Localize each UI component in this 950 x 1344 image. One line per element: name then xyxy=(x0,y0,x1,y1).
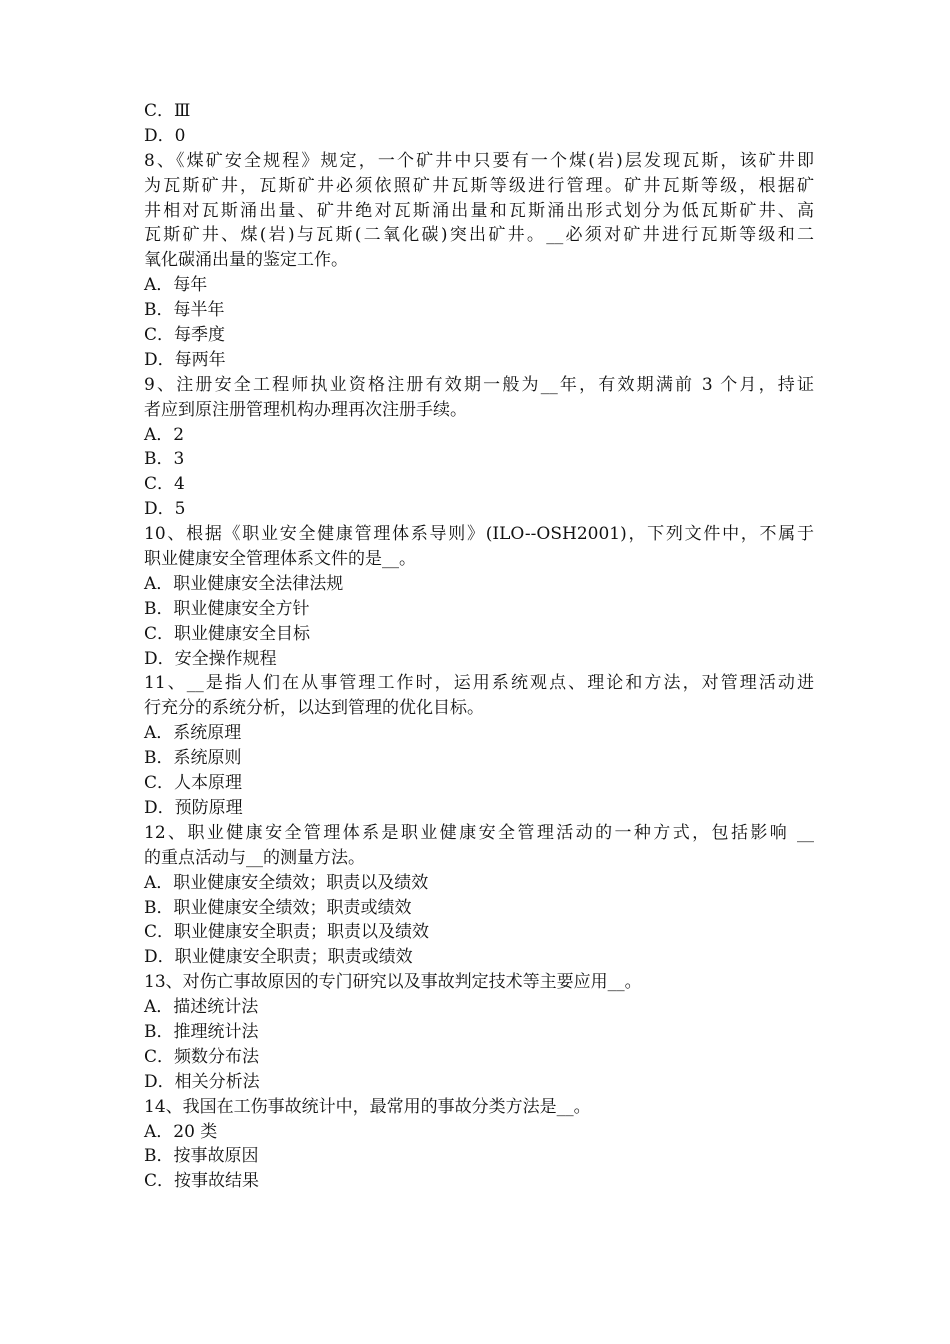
question-stem xyxy=(144,821,814,871)
answer-option: A．职业健康安全绩效；职责以及绩效 xyxy=(144,872,429,893)
answer-option: B．推理统计法 xyxy=(144,1021,259,1042)
answer-option: C．人本原理 xyxy=(144,773,243,794)
answer-option: C．Ⅲ xyxy=(144,101,191,121)
answer-option: D．预防原理 xyxy=(144,797,243,818)
answer-option: C．按事故结果 xyxy=(144,1171,260,1192)
answer-option: A．20 类 xyxy=(144,1121,218,1142)
answer-option: C．频数分布法 xyxy=(144,1046,260,1067)
question-line: 为瓦斯矿井，瓦斯矿井必须依照矿井瓦斯等级进行管理。矿井瓦斯等级，根据矿 xyxy=(144,175,814,196)
question-stem xyxy=(144,970,814,995)
answer-option: B．职业健康安全方针 xyxy=(144,598,310,619)
answer-option: B．系统原则 xyxy=(144,748,242,769)
answer-option: A．职业健康安全法律法规 xyxy=(144,573,344,594)
question-line: 11、__是指人们在从事管理工作时，运用系统观点、理论和方法，对管理活动进 xyxy=(144,673,814,694)
answer-option: D．5 xyxy=(144,499,186,520)
question-line: 12、职业健康安全管理体系是职业健康安全管理活动的一种方式，包括影响 __ xyxy=(144,822,814,843)
answer-option: A．每年 xyxy=(144,275,208,296)
question-line: 13、对伤亡事故原因的专门研究以及事故判定技术等主要应用__。 xyxy=(144,972,642,993)
question-line: 氧化碳涌出量的鉴定工作。 xyxy=(144,250,348,271)
question-stem xyxy=(144,671,814,721)
question-stem xyxy=(144,373,814,423)
answer-option: C．每季度 xyxy=(144,325,226,346)
question-line: 14、我国在工伤事故统计中，最常用的事故分类方法是__。 xyxy=(144,1096,591,1117)
answer-option: D．0 xyxy=(144,125,186,146)
answer-option: B．按事故原因 xyxy=(144,1146,259,1167)
answer-option: D．每两年 xyxy=(144,349,226,370)
question-stem xyxy=(144,149,814,273)
question-line: 10、根据《职业安全健康管理体系导则》(ILO--OSH2001)，下列文件中，不属于 xyxy=(144,524,814,545)
answer-option: D．相关分析法 xyxy=(144,1071,260,1092)
answer-option: B．每半年 xyxy=(144,300,225,321)
document-page xyxy=(144,99,814,1194)
question-line: 9、注册安全工程师执业资格注册有效期一般为__年，有效期满前 3 个月，持证 xyxy=(144,374,814,395)
question-line: 瓦斯矿井、煤(岩)与瓦斯(二氧化碳)突出矿井。__必须对矿井进行瓦斯等级和二 xyxy=(144,225,814,246)
answer-option: D．安全操作规程 xyxy=(144,648,277,669)
answer-option: B．职业健康安全绩效；职责或绩效 xyxy=(144,897,412,918)
answer-option: A．系统原理 xyxy=(144,723,242,744)
answer-option: C．职业健康安全职责；职责以及绩效 xyxy=(144,922,430,943)
question-line: 井相对瓦斯涌出量、矿井绝对瓦斯涌出量和瓦斯涌出形式划分为低瓦斯矿井、高 xyxy=(144,200,814,221)
question-line: 职业健康安全管理体系文件的是__。 xyxy=(144,549,416,570)
question-line: 8、《煤矿安全规程》规定，一个矿井中只要有一个煤(岩)层发现瓦斯，该矿井即 xyxy=(144,150,814,171)
question-stem xyxy=(144,1095,814,1120)
question-line: 行充分的系统分析，以达到管理的优化目标。 xyxy=(144,698,484,719)
answer-option: D．职业健康安全职责；职责或绩效 xyxy=(144,947,413,968)
answer-option: A．描述统计法 xyxy=(144,997,259,1018)
question-line: 者应到原注册管理机构办理再次注册手续。 xyxy=(144,399,467,420)
answer-option: B．3 xyxy=(144,449,185,470)
answer-option: C．职业健康安全目标 xyxy=(144,623,311,644)
question-line: 的重点活动与__的测量方法。 xyxy=(144,847,365,868)
answer-option: A．2 xyxy=(144,424,185,445)
answer-option: C．4 xyxy=(144,474,185,495)
question-stem xyxy=(144,522,814,572)
